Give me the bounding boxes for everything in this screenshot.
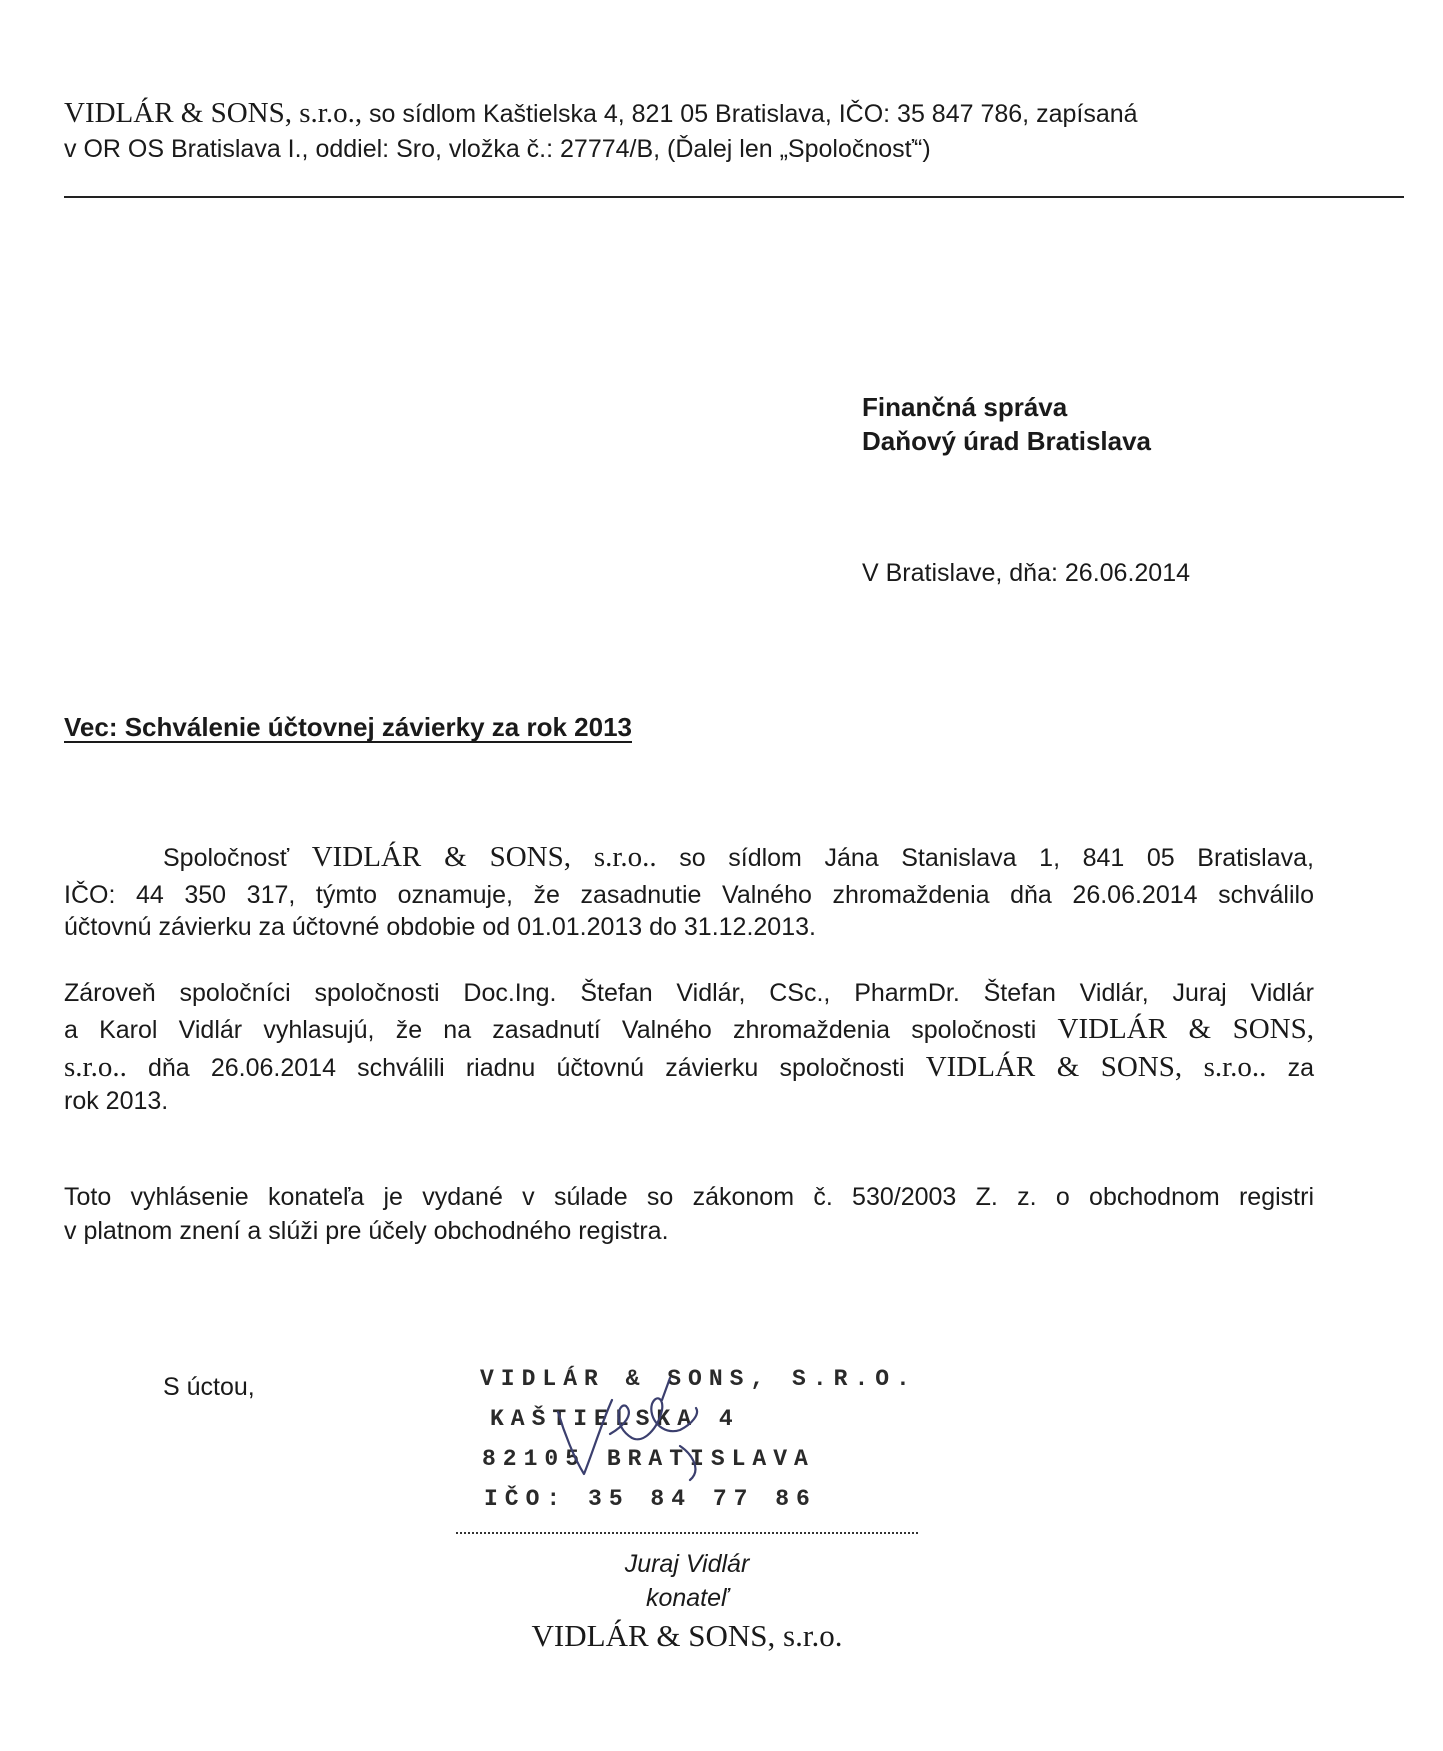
header-line-1	[64, 96, 1138, 131]
handwritten-signature	[540, 1370, 720, 1490]
p2-company-a: VIDLÁR & SONS,	[1057, 1013, 1314, 1045]
p1-company: VIDLÁR & SONS, s.r.o..	[311, 841, 657, 873]
signatory-role: konateľ	[645, 1584, 729, 1612]
p2-company-b: s.r.o..	[64, 1051, 127, 1083]
addressee-line-2: Daňový úrad Bratislava	[862, 426, 1152, 456]
paragraph-1-line-1	[163, 840, 1314, 875]
paragraph-2-line-3	[64, 1050, 1314, 1085]
paragraph-2-line-4: rok 2013.	[64, 1087, 169, 1115]
stamp-line-3: 82105 BRATISLAVA	[482, 1446, 815, 1472]
stamp-line-1: VIDLÁR & SONS, S.R.O.	[480, 1366, 917, 1392]
stamp-line-4: IČO: 35 84 77 86	[484, 1486, 817, 1512]
paragraph-1-line-3: účtovnú závierku za účtovné obdobie od 01.01.2013 do 31.12.2013.	[64, 913, 816, 941]
header-address: so sídlom Kaštielska 4, 821 05 Bratislava, IČO: 35 847 786, zapísaná	[362, 100, 1138, 128]
addressee-block	[862, 390, 1151, 458]
p2-text-a: a Karol Vidlár vyhlasujú, že na zasadnutí Valného zhromaždenia spoločnosti	[64, 1016, 1058, 1044]
p2-text-c: za	[1266, 1054, 1314, 1082]
paragraph-1-line-2: IČO: 44 350 317, týmto oznamuje, že zasadnutie Valného zhromaždenia dňa 26.06.2014 schválilo	[64, 881, 1314, 909]
stamp-line-2: KAŠTIELSKA 4	[490, 1406, 740, 1432]
paragraph-2-line-2	[64, 1012, 1314, 1047]
p1-text-a: Spoločnosť	[163, 844, 312, 872]
paragraph-3-line-1: Toto vyhlásenie konateľa je vydané v súlade so zákonom č. 530/2003 Z. z. o obchodnom registri	[64, 1183, 1314, 1211]
p2-company-c: VIDLÁR & SONS, s.r.o..	[925, 1051, 1267, 1083]
p2-text-b: dňa 26.06.2014 schválili riadnu účtovnú závierku spoločnosti	[126, 1054, 926, 1082]
closing: S úctou,	[163, 1373, 255, 1401]
signature-line	[456, 1532, 918, 1534]
paragraph-3-line-2: v platnom znení a slúži pre účely obchodného registra.	[64, 1217, 669, 1245]
header-divider	[64, 196, 1404, 198]
signatory-name: Juraj Vidlár	[624, 1550, 750, 1578]
addressee-line-1: Finančná správa	[862, 392, 1068, 422]
paragraph-2-line-1: Zároveň spoločníci spoločnosti Doc.Ing. Štefan Vidlár, CSc., PharmDr. Štefan Vidlár, Juraj Vidlár	[64, 979, 1314, 1007]
signatory-company: VIDLÁR & SONS, s.r.o.	[531, 1618, 843, 1653]
date-line: V Bratislave, dňa: 26.06.2014	[862, 559, 1191, 587]
header-company-name: VIDLÁR & SONS, s.r.o.,	[64, 97, 363, 129]
subject-line: Vec: Schválenie účtovnej závierky za rok 2013	[64, 712, 632, 742]
p1-text-b: so sídlom Jána Stanislava 1, 841 05 Bratislava,	[656, 844, 1314, 872]
header-line-2: v OR OS Bratislava I., oddiel: Sro, vložka č.: 27774/B, (Ďalej len „Spoločnosť“)	[64, 135, 931, 163]
